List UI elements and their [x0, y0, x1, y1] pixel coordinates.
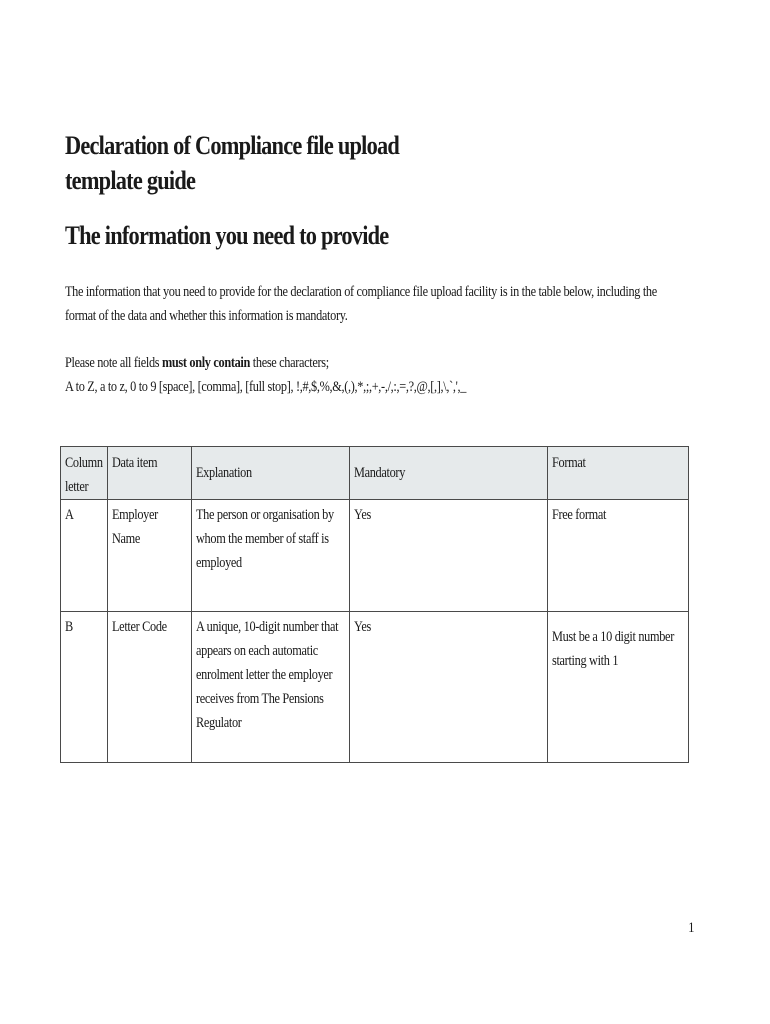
page-number: 1: [687, 920, 694, 936]
cell-explanation: The person or organisation by whom the member of staff is employed: [192, 500, 350, 612]
note-suffix: these characters;: [250, 355, 329, 371]
header-format: Format: [548, 447, 689, 500]
header-explanation: Explanation: [192, 447, 350, 500]
table-row: [61, 612, 689, 763]
note-emphasis: must only contain: [161, 355, 251, 371]
cell-data-item: Letter Code: [108, 612, 192, 763]
cell-column-letter: B: [61, 612, 108, 763]
header-data-item: Data item: [108, 447, 192, 500]
cell-format: Must be a 10 digit number starting with 1: [548, 612, 689, 763]
cell-format: Free format: [548, 500, 689, 612]
header-mandatory: Mandatory: [350, 447, 548, 500]
table-row: [61, 500, 689, 612]
table-header-row: [61, 447, 689, 500]
header-column-letter: Column letter: [61, 447, 108, 500]
cell-mandatory: Yes: [350, 500, 548, 612]
cell-explanation: A unique, 10-digit number that appears on each automatic enrolment letter the employer receives from The Pensions Regulator: [192, 612, 350, 763]
data-items-table: [60, 446, 689, 763]
document-title: Declaration of Compliance file upload template guide: [65, 131, 400, 195]
character-note: [65, 351, 668, 399]
allowed-characters: A to Z, a to z, 0 to 9 [space], [comma], [full stop], !,#,$,%,&,(,),*,;,+,-,/,:,=,?,@,[,],\,`,',_: [65, 379, 467, 395]
cell-data-item: Employer Name: [108, 500, 192, 612]
cell-mandatory: Yes: [350, 612, 548, 763]
intro-paragraph: The information that you need to provide for the declaration of compliance file upload facility is in the table below, including the format of the data and whether this information is mandatory.: [65, 284, 657, 324]
note-line: [65, 351, 668, 375]
cell-column-letter: A: [61, 500, 108, 612]
section-heading: The information you need to provide: [65, 221, 389, 250]
note-prefix: Please note all fields: [65, 355, 162, 371]
